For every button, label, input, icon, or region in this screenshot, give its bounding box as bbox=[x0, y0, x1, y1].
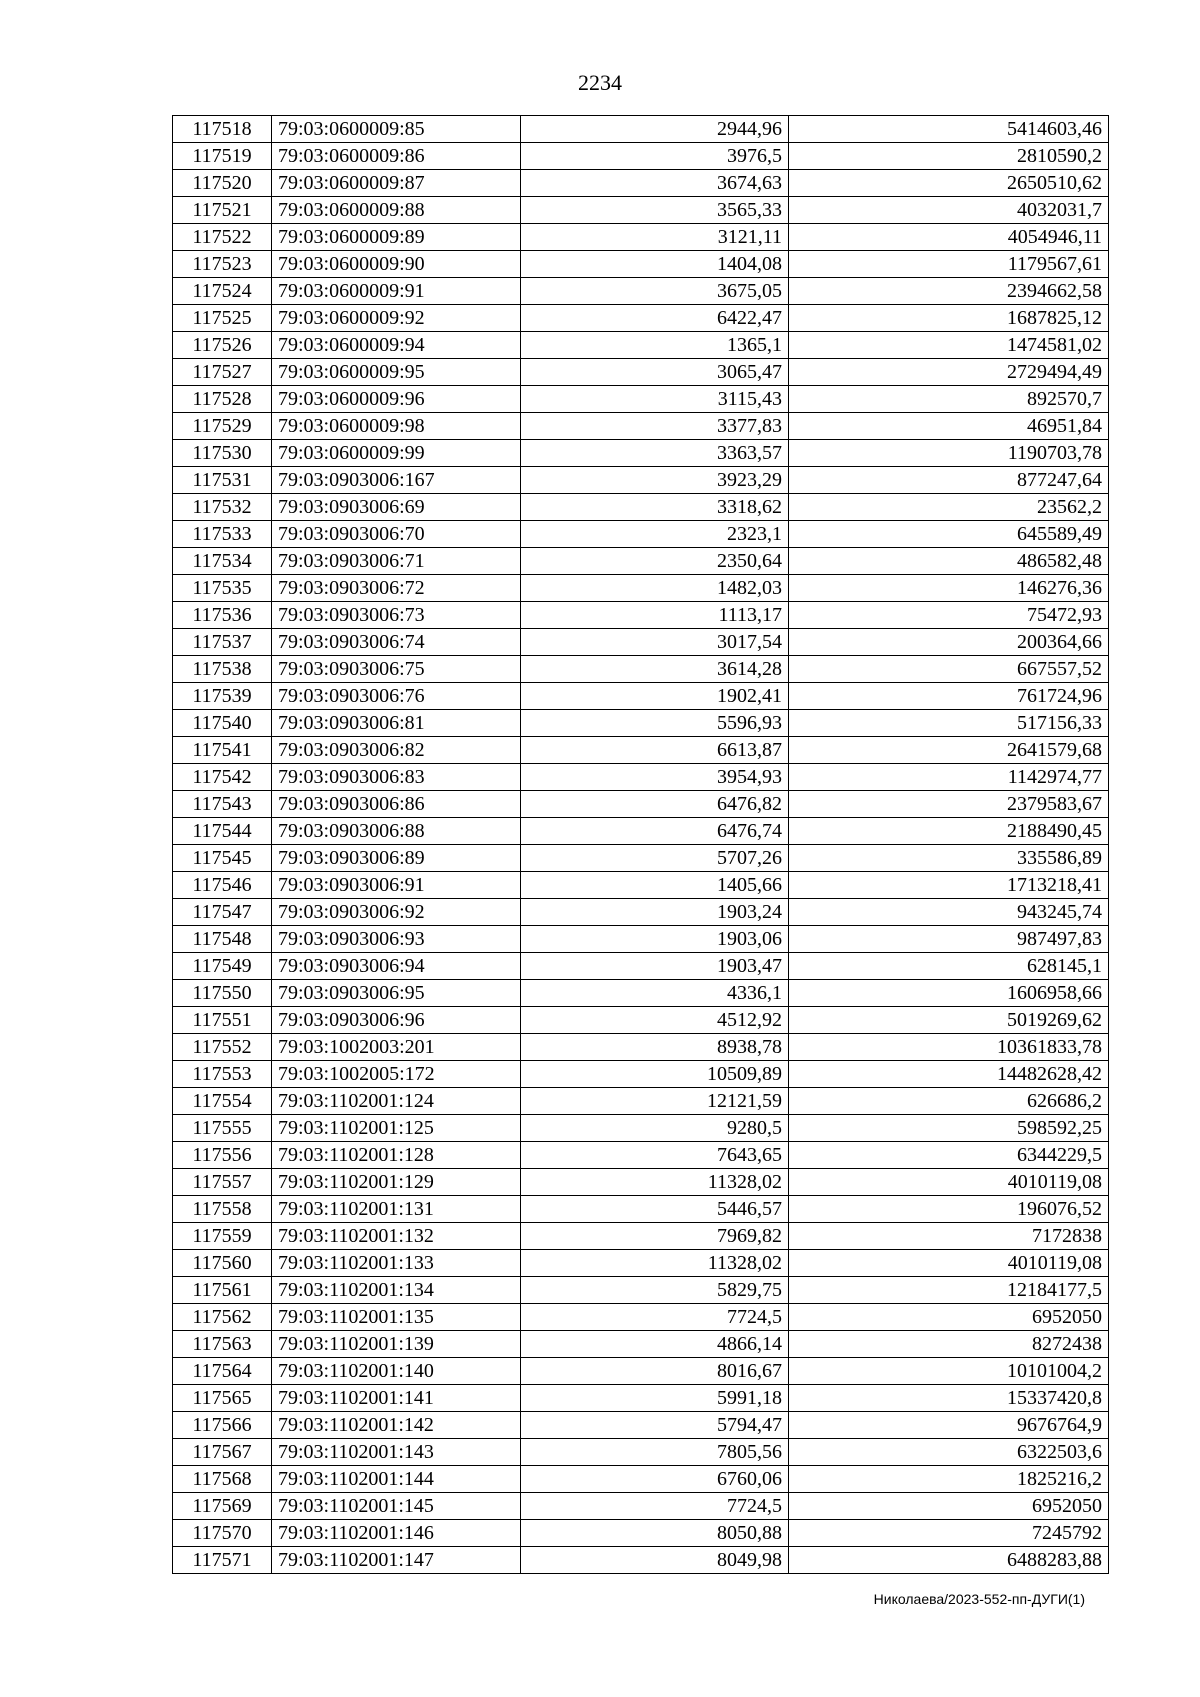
row-number-cell: 117569 bbox=[173, 1493, 272, 1520]
cadastral-number-cell: 79:03:0903006:89 bbox=[272, 845, 521, 872]
value-cell: 2641579,68 bbox=[789, 737, 1109, 764]
cadastral-number-cell: 79:03:1102001:139 bbox=[272, 1331, 521, 1358]
value-cell: 9676764,9 bbox=[789, 1412, 1109, 1439]
row-number-cell: 117559 bbox=[173, 1223, 272, 1250]
value-cell: 6488283,88 bbox=[789, 1547, 1109, 1574]
area-cell: 5794,47 bbox=[521, 1412, 789, 1439]
row-number-cell: 117541 bbox=[173, 737, 272, 764]
cadastral-number-cell: 79:03:0600009:91 bbox=[272, 278, 521, 305]
area-cell: 6760,06 bbox=[521, 1466, 789, 1493]
area-cell: 3115,43 bbox=[521, 386, 789, 413]
area-cell: 1903,24 bbox=[521, 899, 789, 926]
cadastral-number-cell: 79:03:0903006:72 bbox=[272, 575, 521, 602]
value-cell: 335586,89 bbox=[789, 845, 1109, 872]
table-row bbox=[173, 467, 1109, 494]
area-cell: 5829,75 bbox=[521, 1277, 789, 1304]
row-number-cell: 117520 bbox=[173, 170, 272, 197]
table-row bbox=[173, 1088, 1109, 1115]
row-number-cell: 117567 bbox=[173, 1439, 272, 1466]
row-number-cell: 117521 bbox=[173, 197, 272, 224]
row-number-cell: 117553 bbox=[173, 1061, 272, 1088]
area-cell: 11328,02 bbox=[521, 1169, 789, 1196]
area-cell: 12121,59 bbox=[521, 1088, 789, 1115]
table-row bbox=[173, 224, 1109, 251]
table-row bbox=[173, 1331, 1109, 1358]
area-cell: 8049,98 bbox=[521, 1547, 789, 1574]
cadastral-number-cell: 79:03:1102001:134 bbox=[272, 1277, 521, 1304]
area-cell: 3954,93 bbox=[521, 764, 789, 791]
value-cell: 645589,49 bbox=[789, 521, 1109, 548]
value-cell: 200364,66 bbox=[789, 629, 1109, 656]
table-row bbox=[173, 1520, 1109, 1547]
value-cell: 10101004,2 bbox=[789, 1358, 1109, 1385]
value-cell: 6952050 bbox=[789, 1493, 1109, 1520]
area-cell: 3017,54 bbox=[521, 629, 789, 656]
value-cell: 7172838 bbox=[789, 1223, 1109, 1250]
row-number-cell: 117540 bbox=[173, 710, 272, 737]
table-row bbox=[173, 737, 1109, 764]
cadastral-number-cell: 79:03:1102001:145 bbox=[272, 1493, 521, 1520]
value-cell: 15337420,8 bbox=[789, 1385, 1109, 1412]
area-cell: 7969,82 bbox=[521, 1223, 789, 1250]
table-row bbox=[173, 575, 1109, 602]
cadastral-number-cell: 79:03:0600009:92 bbox=[272, 305, 521, 332]
row-number-cell: 117555 bbox=[173, 1115, 272, 1142]
area-cell: 5596,93 bbox=[521, 710, 789, 737]
table-row bbox=[173, 683, 1109, 710]
table-row bbox=[173, 872, 1109, 899]
row-number-cell: 117562 bbox=[173, 1304, 272, 1331]
row-number-cell: 117535 bbox=[173, 575, 272, 602]
area-cell: 8938,78 bbox=[521, 1034, 789, 1061]
row-number-cell: 117544 bbox=[173, 818, 272, 845]
table-row bbox=[173, 710, 1109, 737]
row-number-cell: 117558 bbox=[173, 1196, 272, 1223]
cadastral-number-cell: 79:03:1102001:142 bbox=[272, 1412, 521, 1439]
area-cell: 7643,65 bbox=[521, 1142, 789, 1169]
area-cell: 5991,18 bbox=[521, 1385, 789, 1412]
value-cell: 14482628,42 bbox=[789, 1061, 1109, 1088]
row-number-cell: 117529 bbox=[173, 413, 272, 440]
value-cell: 598592,25 bbox=[789, 1115, 1109, 1142]
cadastral-number-cell: 79:03:0600009:95 bbox=[272, 359, 521, 386]
cadastral-number-cell: 79:03:1102001:124 bbox=[272, 1088, 521, 1115]
cadastral-number-cell: 79:03:0903006:167 bbox=[272, 467, 521, 494]
cadastral-number-cell: 79:03:1002005:172 bbox=[272, 1061, 521, 1088]
cadastral-number-cell: 79:03:1102001:131 bbox=[272, 1196, 521, 1223]
table-row bbox=[173, 521, 1109, 548]
area-cell: 3923,29 bbox=[521, 467, 789, 494]
area-cell: 3377,83 bbox=[521, 413, 789, 440]
value-cell: 196076,52 bbox=[789, 1196, 1109, 1223]
value-cell: 1179567,61 bbox=[789, 251, 1109, 278]
cadastral-number-cell: 79:03:0600009:85 bbox=[272, 116, 521, 143]
cadastral-number-cell: 79:03:0903006:70 bbox=[272, 521, 521, 548]
area-cell: 3065,47 bbox=[521, 359, 789, 386]
value-cell: 987497,83 bbox=[789, 926, 1109, 953]
value-cell: 5019269,62 bbox=[789, 1007, 1109, 1034]
cadastral-number-cell: 79:03:0600009:90 bbox=[272, 251, 521, 278]
table-row bbox=[173, 899, 1109, 926]
value-cell: 1713218,41 bbox=[789, 872, 1109, 899]
table-row bbox=[173, 116, 1109, 143]
value-cell: 2729494,49 bbox=[789, 359, 1109, 386]
row-number-cell: 117527 bbox=[173, 359, 272, 386]
value-cell: 23562,2 bbox=[789, 494, 1109, 521]
row-number-cell: 117524 bbox=[173, 278, 272, 305]
table-row bbox=[173, 1466, 1109, 1493]
row-number-cell: 117542 bbox=[173, 764, 272, 791]
row-number-cell: 117518 bbox=[173, 116, 272, 143]
value-cell: 1190703,78 bbox=[789, 440, 1109, 467]
area-cell: 1903,47 bbox=[521, 953, 789, 980]
cadastral-number-cell: 79:03:0903006:88 bbox=[272, 818, 521, 845]
table-row bbox=[173, 1250, 1109, 1277]
row-number-cell: 117571 bbox=[173, 1547, 272, 1574]
value-cell: 4010119,08 bbox=[789, 1169, 1109, 1196]
value-cell: 4032031,7 bbox=[789, 197, 1109, 224]
cadastral-number-cell: 79:03:1002003:201 bbox=[272, 1034, 521, 1061]
row-number-cell: 117570 bbox=[173, 1520, 272, 1547]
value-cell: 7245792 bbox=[789, 1520, 1109, 1547]
cadastral-number-cell: 79:03:0600009:99 bbox=[272, 440, 521, 467]
row-number-cell: 117537 bbox=[173, 629, 272, 656]
row-number-cell: 117538 bbox=[173, 656, 272, 683]
table-row bbox=[173, 494, 1109, 521]
row-number-cell: 117545 bbox=[173, 845, 272, 872]
page-number: 2234 bbox=[578, 70, 622, 95]
area-cell: 3121,11 bbox=[521, 224, 789, 251]
area-cell: 3363,57 bbox=[521, 440, 789, 467]
table-row bbox=[173, 278, 1109, 305]
area-cell: 1113,17 bbox=[521, 602, 789, 629]
value-cell: 761724,96 bbox=[789, 683, 1109, 710]
table-row bbox=[173, 1358, 1109, 1385]
value-cell: 1687825,12 bbox=[789, 305, 1109, 332]
area-cell: 4512,92 bbox=[521, 1007, 789, 1034]
table-row bbox=[173, 656, 1109, 683]
cadastral-number-cell: 79:03:0903006:94 bbox=[272, 953, 521, 980]
table-row bbox=[173, 332, 1109, 359]
table-row bbox=[173, 953, 1109, 980]
table-row bbox=[173, 629, 1109, 656]
value-cell: 1474581,02 bbox=[789, 332, 1109, 359]
area-cell: 11328,02 bbox=[521, 1250, 789, 1277]
table-row bbox=[173, 170, 1109, 197]
cadastral-number-cell: 79:03:1102001:144 bbox=[272, 1466, 521, 1493]
table-row bbox=[173, 1142, 1109, 1169]
cadastral-number-cell: 79:03:0600009:94 bbox=[272, 332, 521, 359]
value-cell: 12184177,5 bbox=[789, 1277, 1109, 1304]
table-row bbox=[173, 548, 1109, 575]
table-row bbox=[173, 602, 1109, 629]
area-cell: 1482,03 bbox=[521, 575, 789, 602]
row-number-cell: 117551 bbox=[173, 1007, 272, 1034]
table-row bbox=[173, 305, 1109, 332]
area-cell: 8050,88 bbox=[521, 1520, 789, 1547]
row-number-cell: 117557 bbox=[173, 1169, 272, 1196]
table-row bbox=[173, 1412, 1109, 1439]
cadastral-number-cell: 79:03:0903006:93 bbox=[272, 926, 521, 953]
table-row bbox=[173, 413, 1109, 440]
area-cell: 7805,56 bbox=[521, 1439, 789, 1466]
cadastral-number-cell: 79:03:1102001:143 bbox=[272, 1439, 521, 1466]
cadastral-number-cell: 79:03:0903006:86 bbox=[272, 791, 521, 818]
value-cell: 877247,64 bbox=[789, 467, 1109, 494]
row-number-cell: 117523 bbox=[173, 251, 272, 278]
area-cell: 2944,96 bbox=[521, 116, 789, 143]
area-cell: 3976,5 bbox=[521, 143, 789, 170]
cadastral-number-cell: 79:03:0600009:86 bbox=[272, 143, 521, 170]
row-number-cell: 117548 bbox=[173, 926, 272, 953]
cadastral-number-cell: 79:03:0903006:73 bbox=[272, 602, 521, 629]
table-row bbox=[173, 440, 1109, 467]
row-number-cell: 117556 bbox=[173, 1142, 272, 1169]
cadastral-number-cell: 79:03:0903006:91 bbox=[272, 872, 521, 899]
cadastral-number-cell: 79:03:1102001:132 bbox=[272, 1223, 521, 1250]
value-cell: 2394662,58 bbox=[789, 278, 1109, 305]
area-cell: 8016,67 bbox=[521, 1358, 789, 1385]
area-cell: 3675,05 bbox=[521, 278, 789, 305]
row-number-cell: 117564 bbox=[173, 1358, 272, 1385]
cadastral-number-cell: 79:03:0903006:92 bbox=[272, 899, 521, 926]
value-cell: 486582,48 bbox=[789, 548, 1109, 575]
row-number-cell: 117561 bbox=[173, 1277, 272, 1304]
row-number-cell: 117531 bbox=[173, 467, 272, 494]
table-row bbox=[173, 1115, 1109, 1142]
area-cell: 10509,89 bbox=[521, 1061, 789, 1088]
area-cell: 5446,57 bbox=[521, 1196, 789, 1223]
area-cell: 9280,5 bbox=[521, 1115, 789, 1142]
cadastral-number-cell: 79:03:0600009:98 bbox=[272, 413, 521, 440]
cadastral-number-cell: 79:03:0903006:74 bbox=[272, 629, 521, 656]
row-number-cell: 117547 bbox=[173, 899, 272, 926]
value-cell: 75472,93 bbox=[789, 602, 1109, 629]
row-number-cell: 117552 bbox=[173, 1034, 272, 1061]
area-cell: 2350,64 bbox=[521, 548, 789, 575]
cadastral-number-cell: 79:03:0903006:75 bbox=[272, 656, 521, 683]
value-cell: 46951,84 bbox=[789, 413, 1109, 440]
area-cell: 6422,47 bbox=[521, 305, 789, 332]
value-cell: 517156,33 bbox=[789, 710, 1109, 737]
cadastral-number-cell: 79:03:0903006:71 bbox=[272, 548, 521, 575]
value-cell: 4010119,08 bbox=[789, 1250, 1109, 1277]
row-number-cell: 117528 bbox=[173, 386, 272, 413]
table-row bbox=[173, 251, 1109, 278]
value-cell: 2188490,45 bbox=[789, 818, 1109, 845]
table-row bbox=[173, 1196, 1109, 1223]
cadastral-number-cell: 79:03:1102001:147 bbox=[272, 1547, 521, 1574]
area-cell: 7724,5 bbox=[521, 1304, 789, 1331]
value-cell: 1142974,77 bbox=[789, 764, 1109, 791]
row-number-cell: 117536 bbox=[173, 602, 272, 629]
table-row bbox=[173, 1061, 1109, 1088]
table-row bbox=[173, 1169, 1109, 1196]
table-row bbox=[173, 980, 1109, 1007]
table-row bbox=[173, 386, 1109, 413]
value-cell: 10361833,78 bbox=[789, 1034, 1109, 1061]
area-cell: 3565,33 bbox=[521, 197, 789, 224]
cadastral-number-cell: 79:03:1102001:133 bbox=[272, 1250, 521, 1277]
table-row bbox=[173, 818, 1109, 845]
value-cell: 2810590,2 bbox=[789, 143, 1109, 170]
row-number-cell: 117565 bbox=[173, 1385, 272, 1412]
area-cell: 5707,26 bbox=[521, 845, 789, 872]
table-row bbox=[173, 791, 1109, 818]
area-cell: 2323,1 bbox=[521, 521, 789, 548]
cadastral-number-cell: 79:03:0903006:82 bbox=[272, 737, 521, 764]
value-cell: 5414603,46 bbox=[789, 116, 1109, 143]
cadastral-number-cell: 79:03:0600009:87 bbox=[272, 170, 521, 197]
table-row bbox=[173, 359, 1109, 386]
table-row bbox=[173, 143, 1109, 170]
value-cell: 1606958,66 bbox=[789, 980, 1109, 1007]
cadastral-number-cell: 79:03:0600009:88 bbox=[272, 197, 521, 224]
value-cell: 2379583,67 bbox=[789, 791, 1109, 818]
cadastral-number-cell: 79:03:0903006:83 bbox=[272, 764, 521, 791]
cadastral-number-cell: 79:03:1102001:146 bbox=[272, 1520, 521, 1547]
table-row bbox=[173, 197, 1109, 224]
table-row bbox=[173, 926, 1109, 953]
row-number-cell: 117543 bbox=[173, 791, 272, 818]
footer-document-reference: Николаева/2023-552-пп-ДУГИ(1) bbox=[873, 1591, 1085, 1607]
cadastral-number-cell: 79:03:1102001:135 bbox=[272, 1304, 521, 1331]
row-number-cell: 117526 bbox=[173, 332, 272, 359]
row-number-cell: 117566 bbox=[173, 1412, 272, 1439]
row-number-cell: 117532 bbox=[173, 494, 272, 521]
cadastral-number-cell: 79:03:0903006:96 bbox=[272, 1007, 521, 1034]
value-cell: 628145,1 bbox=[789, 953, 1109, 980]
row-number-cell: 117550 bbox=[173, 980, 272, 1007]
cadastral-number-cell: 79:03:1102001:125 bbox=[272, 1115, 521, 1142]
row-number-cell: 117560 bbox=[173, 1250, 272, 1277]
area-cell: 3674,63 bbox=[521, 170, 789, 197]
area-cell: 1902,41 bbox=[521, 683, 789, 710]
value-cell: 6344229,5 bbox=[789, 1142, 1109, 1169]
value-cell: 2650510,62 bbox=[789, 170, 1109, 197]
table-row bbox=[173, 1007, 1109, 1034]
value-cell: 4054946,11 bbox=[789, 224, 1109, 251]
area-cell: 4336,1 bbox=[521, 980, 789, 1007]
table-row bbox=[173, 1304, 1109, 1331]
cadastral-number-cell: 79:03:1102001:140 bbox=[272, 1358, 521, 1385]
area-cell: 7724,5 bbox=[521, 1493, 789, 1520]
table-body bbox=[173, 116, 1109, 1574]
value-cell: 667557,52 bbox=[789, 656, 1109, 683]
area-cell: 3614,28 bbox=[521, 656, 789, 683]
area-cell: 6476,74 bbox=[521, 818, 789, 845]
row-number-cell: 117534 bbox=[173, 548, 272, 575]
cadastral-number-cell: 79:03:0903006:69 bbox=[272, 494, 521, 521]
value-cell: 146276,36 bbox=[789, 575, 1109, 602]
area-cell: 1365,1 bbox=[521, 332, 789, 359]
row-number-cell: 117563 bbox=[173, 1331, 272, 1358]
table-row bbox=[173, 845, 1109, 872]
value-cell: 8272438 bbox=[789, 1331, 1109, 1358]
value-cell: 6322503,6 bbox=[789, 1439, 1109, 1466]
cadastral-number-cell: 79:03:1102001:128 bbox=[272, 1142, 521, 1169]
cadastral-number-cell: 79:03:1102001:141 bbox=[272, 1385, 521, 1412]
data-table bbox=[172, 115, 1109, 1574]
area-cell: 1404,08 bbox=[521, 251, 789, 278]
table-row bbox=[173, 764, 1109, 791]
value-cell: 943245,74 bbox=[789, 899, 1109, 926]
row-number-cell: 117519 bbox=[173, 143, 272, 170]
row-number-cell: 117568 bbox=[173, 1466, 272, 1493]
cadastral-number-cell: 79:03:0600009:89 bbox=[272, 224, 521, 251]
table-row bbox=[173, 1223, 1109, 1250]
table-row bbox=[173, 1493, 1109, 1520]
row-number-cell: 117533 bbox=[173, 521, 272, 548]
table-row bbox=[173, 1547, 1109, 1574]
value-cell: 892570,7 bbox=[789, 386, 1109, 413]
area-cell: 1903,06 bbox=[521, 926, 789, 953]
row-number-cell: 117530 bbox=[173, 440, 272, 467]
cadastral-number-cell: 79:03:0903006:95 bbox=[272, 980, 521, 1007]
area-cell: 3318,62 bbox=[521, 494, 789, 521]
area-cell: 1405,66 bbox=[521, 872, 789, 899]
row-number-cell: 117522 bbox=[173, 224, 272, 251]
row-number-cell: 117549 bbox=[173, 953, 272, 980]
table-row bbox=[173, 1277, 1109, 1304]
row-number-cell: 117525 bbox=[173, 305, 272, 332]
value-cell: 6952050 bbox=[789, 1304, 1109, 1331]
row-number-cell: 117539 bbox=[173, 683, 272, 710]
row-number-cell: 117546 bbox=[173, 872, 272, 899]
area-cell: 4866,14 bbox=[521, 1331, 789, 1358]
table-row bbox=[173, 1385, 1109, 1412]
value-cell: 626686,2 bbox=[789, 1088, 1109, 1115]
value-cell: 1825216,2 bbox=[789, 1466, 1109, 1493]
area-cell: 6613,87 bbox=[521, 737, 789, 764]
table-row bbox=[173, 1034, 1109, 1061]
row-number-cell: 117554 bbox=[173, 1088, 272, 1115]
table-row bbox=[173, 1439, 1109, 1466]
area-cell: 6476,82 bbox=[521, 791, 789, 818]
cadastral-number-cell: 79:03:0903006:81 bbox=[272, 710, 521, 737]
cadastral-number-cell: 79:03:1102001:129 bbox=[272, 1169, 521, 1196]
cadastral-number-cell: 79:03:0600009:96 bbox=[272, 386, 521, 413]
cadastral-number-cell: 79:03:0903006:76 bbox=[272, 683, 521, 710]
